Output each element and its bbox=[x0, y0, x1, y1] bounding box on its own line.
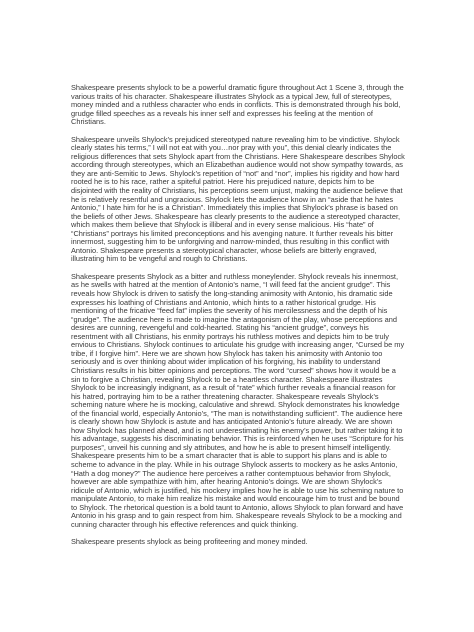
paragraph-introduction: Shakespeare presents shylock to be a powerful dramatic figure throughout Act 1 Scene 3, through the various traits of his character. Shakespeare illustrates Shylock as a typical Jew, full of stereotypes, money minded and a ruthless character who ends in conflicts. This is demonstrated through his bold, grudge filled speeches as a reveals his inner self and expresses his feeling at the mention of Christians. bbox=[71, 83, 404, 127]
paragraph-profiteering: Shakespeare presents shylock as being profiteering and money minded. bbox=[71, 537, 308, 547]
paragraph-moneylender: Shakespeare presents Shylock as a bitter and ruthless moneylender. Shylock reveals his innermost, as he swells with hatred at the mention of Antonio’s name, “I will feed fat the ancient grudge”. This reveals how Shylock is driven to satisfy the long-standing animosity with Antonio, his dramatic side expresses his loathing of Christians and Antonio, which hints to a rather historical grudge. His mentioning of the fricative “feed fat” implies the severity of his mercilessness and the depth of his “grudge”. The audience here is made to imagine the antagonism of the play, whose perceptions and desires are cunning, revengeful and cold-hearted. Stating his “ancient grudge”, conveys his resentment with all Christians, his enmity portrays his ruthless motives and depicts him to be truly envious to Christians. Shylock continues to articulate his grudge with increasing anger, “Cursed be my tribe, if I forgive him”. Here we are shown how Shylock has taken his animosity with Antonio too seriously and is over thinking about wider implication of his forgiving, his inability to understand Christians results in his bitter opinions and perceptions. The word “cursed” shows how it would be a sin to forgive a Christian, revealing Shylock to be a heartless character. Shakespeare illustrates Shylock to be increasingly indignant, as a result of “rate” which further reveals a financial reason for his hatred, portraying him to be a rather threatening character. Shakespeare reveals Shylock’s scheming nature where he is mocking, calculative and shrewd. Shylock demonstrates his knowledge of the financial world, especially Antonio’s, “The man is notwithstanding sufficient”. The audience here is clearly shown how Shylock is astute and has anticipated Antonio’s future already. We are shown how Shylock has planned ahead, and is not underestimating his enemy’s power, but rather taking it to his advantage, suggests his discriminating behavior. This is reinforced when he uses “Scripture for his purposes”, unveil his cunning and sly attributes, and how he is able to present himself intelligently. Shakespeare presents him to be a smart character that is able to support his plans and is able to scheme to advance in the play. While in his outrage Shylock asserts to mockery as he asks Antonio, “Hath a dog money?” The audience here perceives a rather contemptuous behavior from Shylock, however are able sympathize with him, after hearing Antonio’s doings. We are shown Shylock’s ridicule of Antonio, which is justified, his mockery implies how he is able to use his scheming nature to manipulate Antonio, to make him realize his mistake and would encourage him to trust and be bound to Shylock. The rhetorical question is a bold taunt to Antonio, allows Shylock to plan forward and have Antonio in his grasp and to gain respect from him. Shakespeare reveals Shylock to be a mocking and cunning character through his effective references and quick thinking. bbox=[71, 271, 405, 529]
document-body bbox=[71, 84, 407, 556]
paragraph-stereotype: Shakespeare unveils Shylock’s prejudiced stereotyped nature revealing him to be vindictive. Shylock clearly states his terms,” I will not eat with you…nor pray with you”, this denial clearly indicates the religious differences that sets Shylock apart from the Christians. Here Shakespeare describes Shylock according through stereotypes, which an Elizabethan audience would not show sympathy towards, as they are anti-Semitic to Jews. Shylock’s repetition of “not” and “nor”, implies his rigidity and how hard rooted he is to his race, rather a spiteful patriot. Here his prejudiced nature, depicts him to be disjointed with the reality of Christians, his perceptions seem unjust, making the audience believe that he is relatively resentful and ungracious. Shylock lets the audience know in an “aside that he hates Antonio,” I hate him for he is a Christian”. Immediately this implies that Shylock’s phrase is based on the beliefs of other Jews. Shakespeare has clearly presents to the audience a stereotyped character, which makes them believe that Shylock is illiberal and in every sense malicious. His “hate” of “Christians” portrays his limited preconceptions and his avenging nature. It further reveals his bitter innermost, suggesting him to be unforgiving and narrow-minded, thus resulting in this conflict with Antonio. Shakespeare presents a stereotypical character, whose beliefs are bitterly engraved, illustrating him to be vengeful and rough to Christians. bbox=[71, 134, 405, 264]
